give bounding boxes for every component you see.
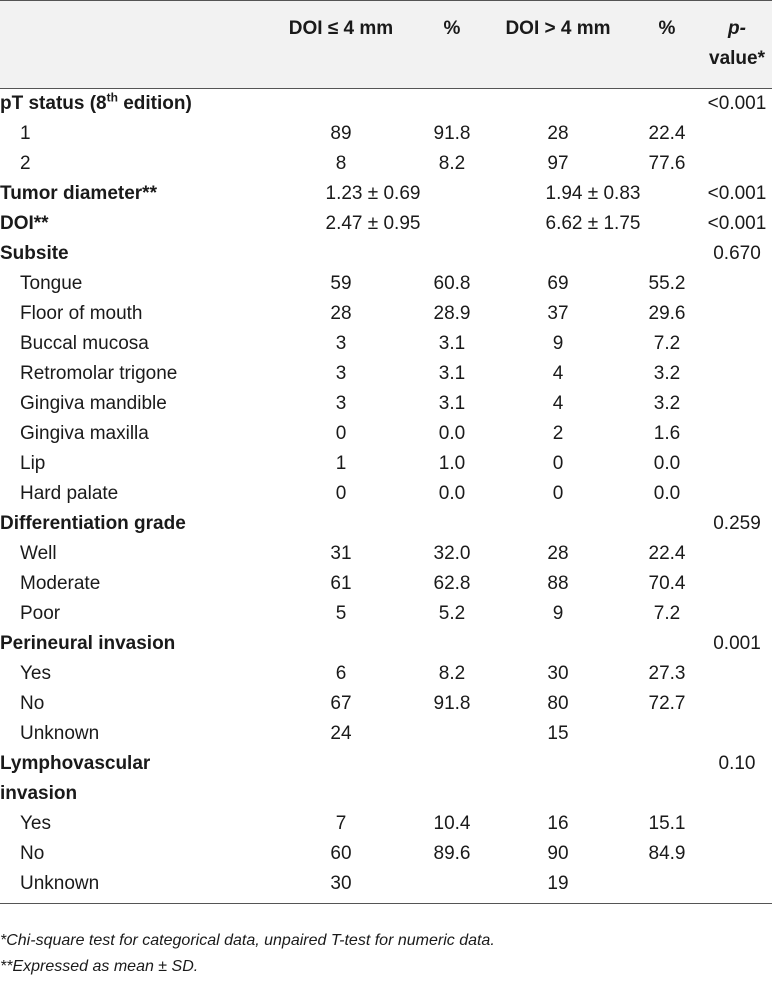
row-label-text: No (20, 843, 45, 864)
footnotes (0, 928, 772, 980)
header-p-line1: p- (728, 18, 746, 39)
table-row (0, 269, 772, 299)
row-label (0, 269, 262, 299)
empty-cell (420, 239, 484, 269)
row-label (0, 149, 262, 179)
percent-doi-gt4 (632, 869, 702, 904)
percent-doi-le4 (420, 869, 484, 904)
row-label (0, 869, 262, 904)
row-label-text: Unknown (20, 723, 100, 744)
count-doi-gt4: 69 (547, 273, 569, 294)
table-row (0, 749, 772, 779)
row-label-superscript: th (106, 90, 118, 105)
row-label-text: Differentiation grade (0, 513, 186, 534)
empty-cell (262, 749, 420, 779)
row-label-text: Unknown (20, 873, 100, 894)
count-doi-gt4: 2 (552, 423, 564, 444)
header-label-cell (0, 1, 262, 89)
table-row (0, 869, 772, 904)
row-label-suffix: edition) (117, 93, 192, 114)
count-doi-gt4: 16 (547, 813, 569, 834)
empty-cell (262, 629, 420, 659)
row-label (0, 329, 262, 359)
percent-doi-le4: 8.2 (438, 153, 466, 174)
row-label-text: Floor of mouth (20, 303, 143, 324)
count-doi-gt4: 4 (552, 393, 564, 414)
percent-doi-le4: 62.8 (433, 573, 471, 594)
percent-doi-le4: 91.8 (433, 123, 471, 144)
p-value-cell: <0.001 (707, 183, 767, 204)
row-label (0, 299, 262, 329)
empty-cell (420, 749, 484, 779)
mean-sd-doi-le4: 1.23 ± 0.69 (325, 183, 421, 204)
count-doi-gt4: 88 (547, 573, 569, 594)
count-doi-le4: 24 (330, 723, 352, 744)
percent-doi-gt4: 1.6 (653, 423, 681, 444)
count-doi-le4: 61 (330, 573, 352, 594)
p-value-cell (702, 689, 772, 719)
count-doi-gt4: 97 (547, 153, 569, 174)
count-doi-gt4: 28 (547, 543, 569, 564)
header-p-value (702, 1, 772, 89)
count-doi-le4: 3 (335, 333, 347, 354)
count-doi-gt4: 9 (552, 333, 564, 354)
mean-sd-doi-gt4: 6.62 ± 1.75 (545, 213, 641, 234)
p-value-cell (702, 869, 772, 904)
empty-cell (484, 89, 632, 120)
p-value-cell (702, 599, 772, 629)
percent-doi-le4: 0.0 (438, 423, 466, 444)
count-doi-le4: 6 (335, 663, 347, 684)
percent-doi-le4: 3.1 (438, 393, 466, 414)
p-value-cell (702, 449, 772, 479)
count-doi-le4: 3 (335, 393, 347, 414)
row-label (0, 119, 262, 149)
percent-doi-le4: 91.8 (433, 693, 471, 714)
table-row (0, 569, 772, 599)
table-row (0, 119, 772, 149)
table-row (0, 209, 772, 239)
empty-cell (632, 239, 702, 269)
row-label (0, 419, 262, 449)
p-value-cell (702, 149, 772, 179)
count-doi-le4: 89 (330, 123, 352, 144)
percent-doi-le4: 1.0 (438, 453, 466, 474)
percent-doi-gt4: 27.3 (648, 663, 686, 684)
empty-cell (484, 749, 632, 779)
row-label (0, 179, 262, 209)
header-row (0, 1, 772, 89)
p-value-cell (702, 839, 772, 869)
count-doi-gt4: 90 (547, 843, 569, 864)
count-doi-le4: 0 (335, 423, 347, 444)
row-label-text: Tumor diameter** (0, 183, 157, 204)
p-value-cell: 0.10 (718, 753, 756, 774)
count-doi-le4: 30 (262, 869, 420, 904)
count-doi-le4: 0 (335, 483, 347, 504)
count-doi-le4: 3 (335, 363, 347, 384)
table-row (0, 629, 772, 659)
count-doi-gt4: 0 (552, 453, 564, 474)
percent-doi-le4: 60.8 (433, 273, 471, 294)
percent-doi-gt4: 22.4 (648, 123, 686, 144)
empty-cell (420, 89, 484, 120)
p-value-cell (702, 389, 772, 419)
empty-cell (484, 509, 632, 539)
count-doi-gt4: 9 (552, 603, 564, 624)
p-value-cell: 0.259 (713, 513, 761, 534)
row-label-text: Gingiva mandible (20, 393, 167, 414)
mean-sd-doi-gt4: 1.94 ± 0.83 (545, 183, 641, 204)
row-label (0, 809, 262, 839)
p-value-cell (702, 419, 772, 449)
p-value-cell (702, 809, 772, 839)
table-row (0, 509, 772, 539)
mean-sd-doi-le4: 2.47 ± 0.95 (325, 213, 421, 234)
row-label (0, 479, 262, 509)
percent-doi-gt4: 0.0 (653, 453, 681, 474)
row-label-text: DOI** (0, 213, 49, 234)
percent-doi-le4: 10.4 (433, 813, 471, 834)
table-row (0, 809, 772, 839)
count-doi-gt4: 19 (484, 869, 632, 904)
percent-doi-gt4: 15.1 (648, 813, 686, 834)
empty-cell (262, 89, 420, 120)
percent-doi-le4 (420, 719, 484, 749)
row-label (0, 659, 262, 689)
row-label (0, 749, 262, 779)
table-row (0, 329, 772, 359)
percent-doi-le4: 28.9 (433, 303, 471, 324)
percent-doi-gt4: 3.2 (653, 363, 681, 384)
table-row (0, 719, 772, 749)
p-value-cell (702, 359, 772, 389)
table-row (0, 689, 772, 719)
p-value-cell (702, 299, 772, 329)
count-doi-le4: 1 (335, 453, 347, 474)
row-label-text: Poor (20, 603, 61, 624)
table-row (0, 179, 772, 209)
table-row (0, 419, 772, 449)
count-doi-le4: 31 (330, 543, 352, 564)
percent-doi-le4: 3.1 (438, 333, 466, 354)
percent-doi-gt4: 72.7 (648, 693, 686, 714)
row-label-text: invasion (0, 783, 78, 804)
p-value-cell: 0.001 (713, 633, 761, 654)
p-value-cell: 0.670 (713, 243, 761, 264)
row-label-text: Lymphovascular (0, 753, 151, 774)
percent-doi-le4: 0.0 (438, 483, 466, 504)
p-value-cell (702, 719, 772, 749)
row-label (0, 359, 262, 389)
row-label (0, 449, 262, 479)
percent-doi-le4: 5.2 (438, 603, 466, 624)
row-label (0, 209, 262, 239)
row-label (0, 779, 262, 809)
table-row (0, 239, 772, 269)
table-row (0, 659, 772, 689)
empty-cell (632, 89, 702, 120)
count-doi-le4: 60 (330, 843, 352, 864)
percent-doi-le4: 8.2 (438, 663, 466, 684)
row-label (0, 539, 262, 569)
count-doi-gt4: 15 (547, 723, 569, 744)
header-doi-gt4: DOI > 4 mm (484, 1, 632, 89)
header-p-line2: value* (709, 48, 765, 69)
row-label-text: Hard palate (20, 483, 119, 504)
empty-cell (420, 779, 484, 809)
table-row (0, 599, 772, 629)
row-label-text: Well (20, 543, 57, 564)
row-label (0, 569, 262, 599)
p-value-cell (702, 779, 772, 809)
p-value-cell (702, 479, 772, 509)
count-doi-gt4: 0 (552, 483, 564, 504)
row-label-text: 1 (20, 123, 31, 144)
row-label-text: pT status (8 (0, 93, 107, 114)
percent-doi-le4: 32.0 (433, 543, 471, 564)
row-label (0, 719, 262, 749)
empty-cell (484, 239, 632, 269)
row-label (0, 599, 262, 629)
empty-cell (420, 509, 484, 539)
p-value-cell (702, 269, 772, 299)
row-label-text: Yes (20, 663, 51, 684)
row-label (0, 389, 262, 419)
row-label-text: Yes (20, 813, 51, 834)
table-row (0, 779, 772, 809)
row-label (0, 509, 262, 539)
header-doi-le4: DOI ≤ 4 mm (262, 1, 420, 89)
table-body (0, 89, 772, 904)
percent-doi-le4: 3.1 (438, 363, 466, 384)
table-row (0, 449, 772, 479)
table-row (0, 299, 772, 329)
count-doi-le4: 28 (330, 303, 352, 324)
empty-cell (632, 629, 702, 659)
percent-doi-gt4 (632, 719, 702, 749)
count-doi-le4: 67 (330, 693, 352, 714)
row-label (0, 629, 262, 659)
percent-doi-gt4: 7.2 (653, 603, 681, 624)
table-row (0, 839, 772, 869)
footnote-2: **Expressed as mean ± SD. (0, 958, 199, 975)
count-doi-gt4: 80 (547, 693, 569, 714)
empty-cell (262, 239, 420, 269)
empty-cell (484, 779, 632, 809)
row-label-text: Gingiva maxilla (20, 423, 149, 444)
percent-doi-gt4: 22.4 (648, 543, 686, 564)
p-value-cell (702, 659, 772, 689)
count-doi-le4: 5 (335, 603, 347, 624)
row-label (0, 89, 262, 120)
row-label (0, 239, 262, 269)
p-value-cell (702, 329, 772, 359)
percent-doi-gt4: 70.4 (648, 573, 686, 594)
row-label-text: Perineural invasion (0, 633, 176, 654)
table-row (0, 149, 772, 179)
count-doi-gt4: 4 (552, 363, 564, 384)
table-row (0, 359, 772, 389)
percent-doi-le4: 89.6 (433, 843, 471, 864)
count-doi-le4: 7 (335, 813, 347, 834)
table-row (0, 89, 772, 120)
percent-doi-gt4: 7.2 (653, 333, 681, 354)
row-label-text: Moderate (20, 573, 101, 594)
empty-cell (632, 749, 702, 779)
row-label-text: Tongue (20, 273, 83, 294)
p-value-cell: <0.001 (707, 213, 767, 234)
percent-doi-gt4: 84.9 (648, 843, 686, 864)
percent-doi-gt4: 55.2 (648, 273, 686, 294)
table-row (0, 479, 772, 509)
p-value-cell (702, 539, 772, 569)
empty-cell (632, 509, 702, 539)
table-row (0, 539, 772, 569)
header-percent-1: % (420, 1, 484, 89)
header-percent-2: % (632, 1, 702, 89)
row-label-text: Lip (20, 453, 46, 474)
p-value-cell (702, 119, 772, 149)
empty-cell (484, 629, 632, 659)
footnote-1: *Chi-square test for categorical data, unpaired T-test for numeric data. (0, 932, 495, 949)
count-doi-gt4: 28 (547, 123, 569, 144)
row-label-text: Buccal mucosa (20, 333, 149, 354)
row-label-text: 2 (20, 153, 31, 174)
percent-doi-gt4: 29.6 (648, 303, 686, 324)
empty-cell (262, 779, 420, 809)
percent-doi-gt4: 77.6 (648, 153, 686, 174)
row-label (0, 839, 262, 869)
row-label-text: No (20, 693, 45, 714)
percent-doi-gt4: 3.2 (653, 393, 681, 414)
count-doi-le4: 59 (330, 273, 352, 294)
empty-cell (632, 779, 702, 809)
p-value-cell: <0.001 (707, 93, 767, 114)
empty-cell (420, 629, 484, 659)
percent-doi-gt4: 0.0 (653, 483, 681, 504)
count-doi-gt4: 37 (547, 303, 569, 324)
row-label-text: Retromolar trigone (20, 363, 178, 384)
empty-cell (262, 509, 420, 539)
p-value-cell (702, 569, 772, 599)
count-doi-le4: 8 (335, 153, 347, 174)
row-label-text: Subsite (0, 243, 69, 264)
count-doi-gt4: 30 (547, 663, 569, 684)
table-row (0, 389, 772, 419)
row-label (0, 689, 262, 719)
